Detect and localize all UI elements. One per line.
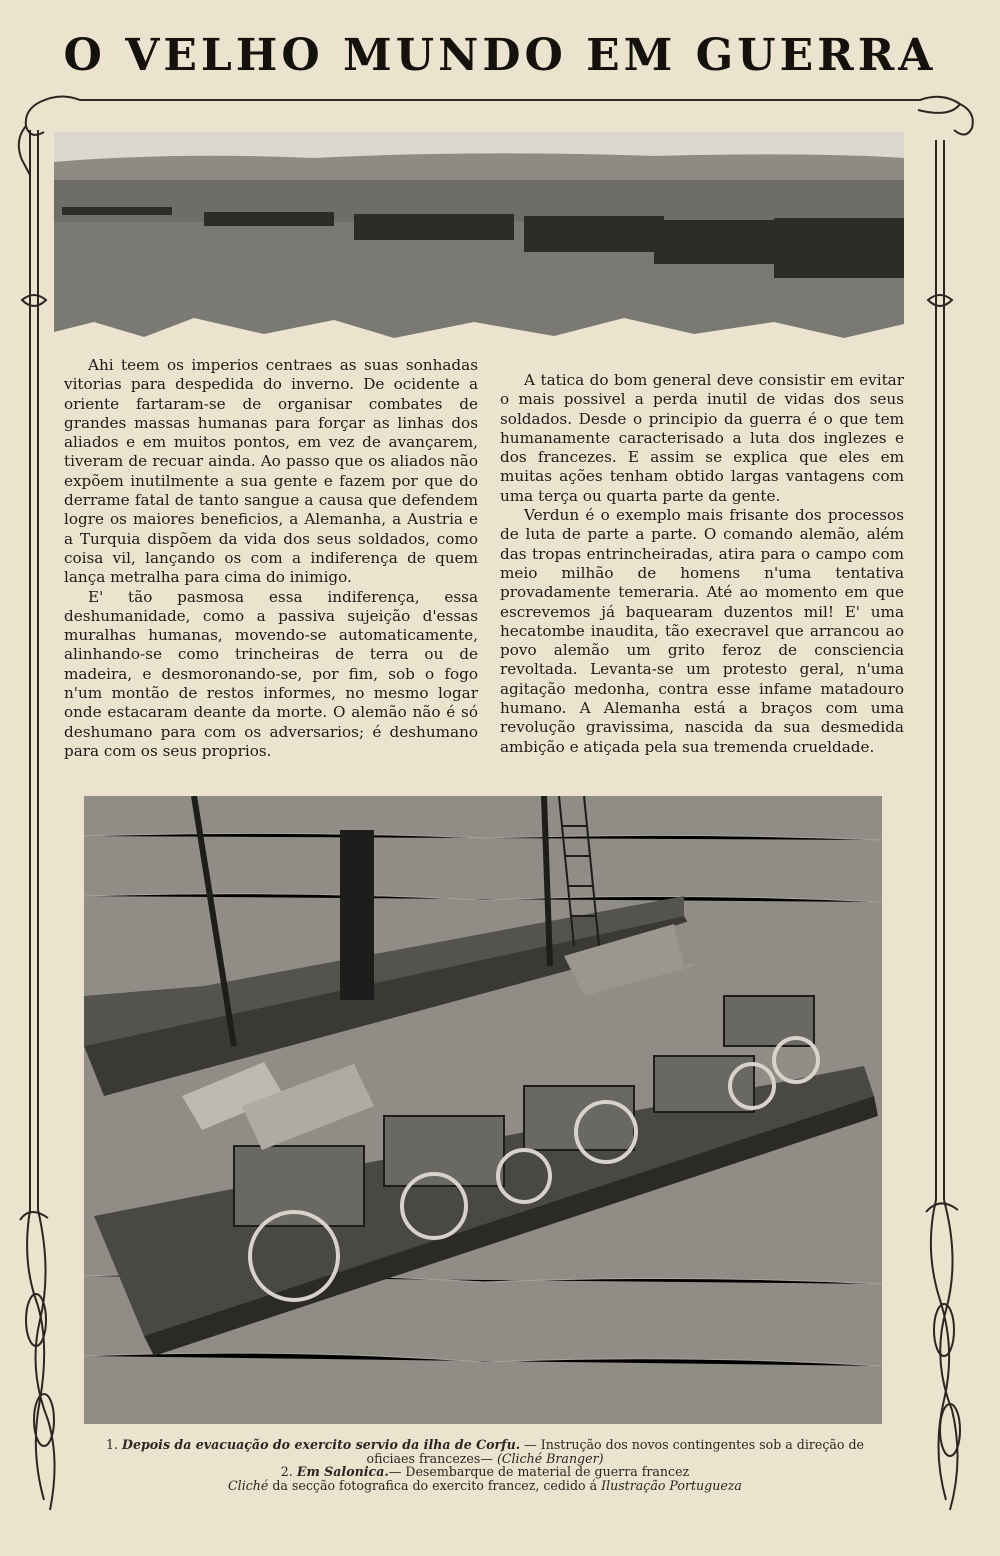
caption-credit-1: (Cliché Branger)	[496, 1450, 604, 1466]
caption-text-1: — Instrução dos novos contingentes sob a direção de oficiaes francezes—	[366, 1437, 865, 1466]
soldiers-advancing-image	[54, 132, 904, 344]
caption-publication: Ilustração Portugueza	[601, 1477, 742, 1493]
photo-caption	[90, 1438, 880, 1492]
left-paragraph: E' tão pasmosa essa indiferença, essa deshumanidade, como a passiva sujeição d'essas muralhas humanas, movendo-se automaticamente, alinhando-se como trincheiras de terra ou de madeira, e desmoronando-se, por fim, sob o fogo n'um montão de restos informes, no mesmo logar onde estacaram deante da morte. O alemão não é só deshumano para com os adversarios; é deshumano para com os seus proprios.	[64, 587, 478, 760]
barge-wagons-image	[84, 796, 882, 1424]
caption-line-3	[90, 1479, 880, 1493]
article-right-column	[500, 371, 904, 757]
caption-line-2	[90, 1465, 880, 1479]
article-left-column	[64, 356, 478, 761]
photo-barge-wagons	[84, 796, 882, 1424]
right-paragraph: A tatica do bom general deve consistir em evitar o mais possivel a perda inutil de vidas dos seus soldados. Desde o principio da guerra é o que tem humanamente caracterisado a luta dos inglezes e dos francezes. E assim se explica que eles em muitas ações tenham obtido largas vantagens com uma terça ou quarta parte da gente.	[500, 371, 904, 505]
caption-number-1: 1.	[105, 1437, 119, 1452]
caption-cliche-label: Cliché	[228, 1477, 269, 1493]
caption-title-2: Em Salonica.	[296, 1464, 389, 1480]
caption-text-2: — Desembarque de material de guerra francez	[388, 1464, 690, 1480]
caption-credit-text: da secção fotografica do exercito francez, cedido á	[268, 1477, 602, 1493]
caption-number-2: 2.	[280, 1464, 293, 1480]
page-headline: O VELHO MUNDO EM GUERRA	[63, 30, 937, 81]
photo-soldiers-advancing	[54, 132, 904, 344]
right-paragraph: Verdun é o exemplo mais frisante dos processos de luta de parte a parte. O comando alemão, além das tropas entrincheiradas, atira para o campo com meio milhão de homens n'uma tentativa provadamente temeraria. Até ao momento em que escrevemos já baquearam duzentos mil! E' uma hecatombe inaudita, tão execravel que arrancou ao povo alemão um grito feroz de consciencia revoltada. Levanta-se um protesto geral, n'uma agitação medonha, contra esse infame matadouro humano. A Alemanha está a braços com uma revolução gravissima, nascida da sua desmedida ambição e atiçada pela sua tremenda crueldade.	[500, 506, 904, 756]
caption-title-1: Depois da evacuação do exercito servio da ilha de Corfu.	[122, 1437, 521, 1452]
caption-line-1	[90, 1438, 880, 1465]
left-paragraph: Ahi teem os imperios centraes as suas sonhadas vitorias para despedida do inverno. De ocidente a oriente fartaram-se de organisar combates de grandes massas humanas para forçar as linhas dos aliados e em muitos pontos, em vez de avançarem, tiveram de recuar ainda. Ao passo que os aliados não expõem inutilmente a sua gente e fazem por que do derrame fatal de tanto sangue a causa que defendem logre os maiores beneficios, a Alemanha, a Austria e a Turquia dispõem da vida dos seus soldados, como coisa vil, lançando os com a indiferença de quem lança metralha para cima do inimigo.	[64, 356, 478, 587]
